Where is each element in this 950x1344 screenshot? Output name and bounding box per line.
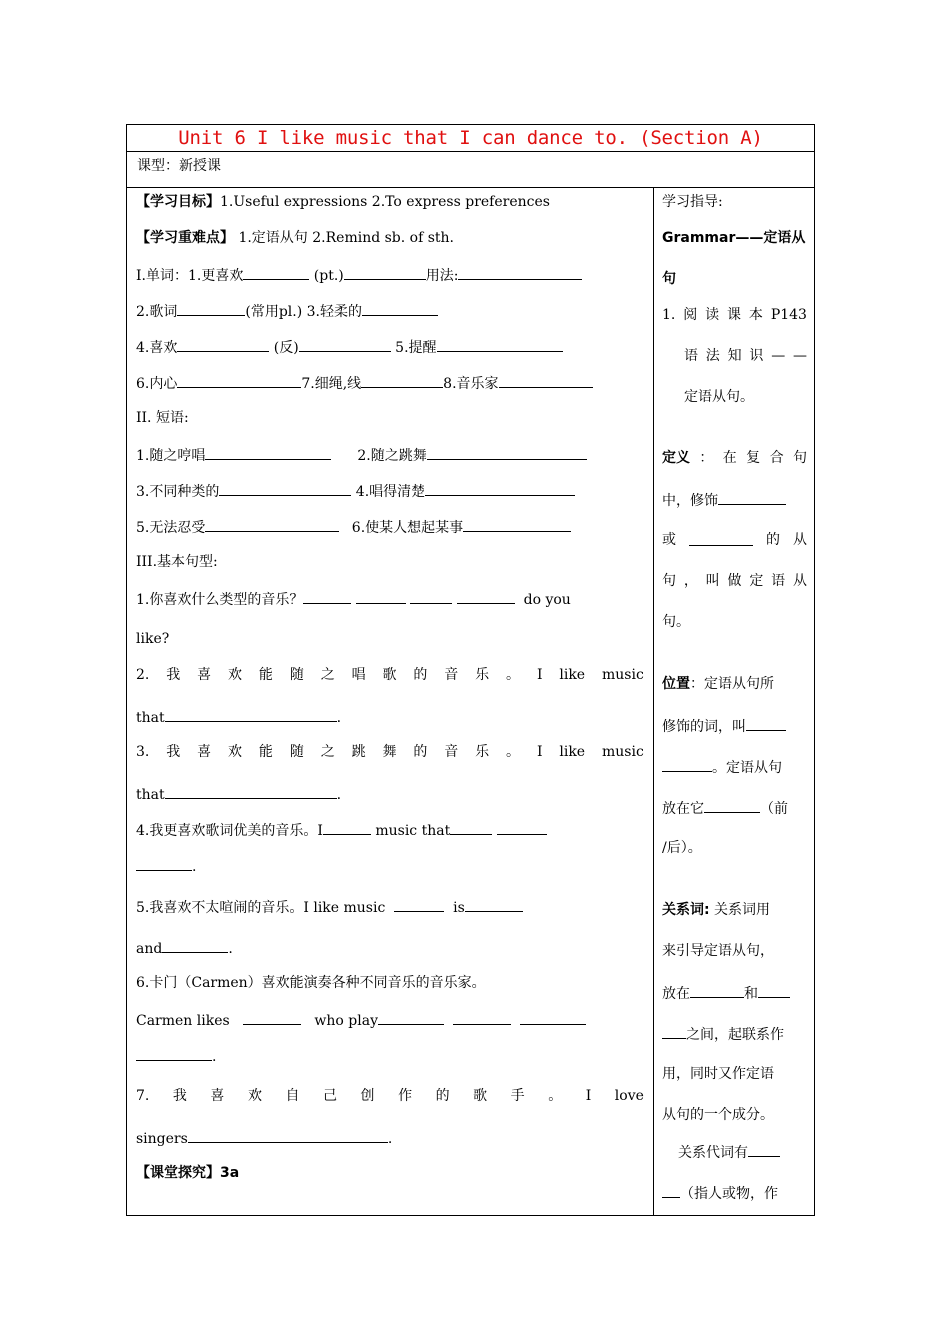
guide-item-1 xyxy=(662,305,807,325)
relative-line-1 xyxy=(662,900,770,920)
word: 句 xyxy=(662,573,676,589)
phrase: 4.唱得清楚 xyxy=(351,484,426,500)
blank[interactable] xyxy=(205,444,331,460)
relative-line-5: 用，同时又作定语 xyxy=(662,1066,774,1082)
word: 的 xyxy=(413,667,428,683)
word: 欢 xyxy=(228,744,243,760)
sentence-4 xyxy=(136,819,547,841)
blank[interactable] xyxy=(243,1009,301,1025)
position-line-4 xyxy=(662,797,788,819)
word: 从 xyxy=(792,573,807,589)
word: 欢 xyxy=(247,1088,262,1104)
sentence-text: music that xyxy=(370,823,451,839)
sentence-text: singers xyxy=(136,1131,188,1147)
blank[interactable] xyxy=(162,937,228,953)
word: I xyxy=(536,744,543,760)
word: 叫 xyxy=(705,573,720,589)
blank[interactable] xyxy=(362,300,438,316)
position-line-5: /后）。 xyxy=(662,840,702,856)
word: 手 xyxy=(510,1088,525,1104)
blank[interactable] xyxy=(188,1127,388,1143)
blank[interactable] xyxy=(453,1009,511,1025)
objectives-label: 【学习目标】 xyxy=(136,194,220,210)
word: 2. xyxy=(136,667,150,683)
relative-label: 关系词: xyxy=(662,902,710,918)
lesson-type-row xyxy=(127,151,814,188)
sentence-text: 5.我喜欢不太喧闹的音乐。I like music xyxy=(136,900,386,916)
definition-label: 定义 xyxy=(662,450,690,466)
blank[interactable] xyxy=(177,336,269,352)
word: 句 xyxy=(792,450,807,466)
word: 关系词用 xyxy=(709,902,771,918)
word: 3. xyxy=(136,744,150,760)
word: I xyxy=(585,1088,592,1104)
title-row xyxy=(127,125,814,152)
definition-line-2 xyxy=(662,489,786,511)
sentence-text: 4.我更喜欢歌词优美的音乐。I xyxy=(136,823,323,839)
word: 歌 xyxy=(473,1088,488,1104)
explore-text: 3a xyxy=(220,1165,240,1181)
sentence-2 xyxy=(136,665,644,685)
vocab-word: (常用pl.) 3.轻柔的 xyxy=(245,304,362,320)
blank[interactable] xyxy=(177,300,245,316)
vocab-word: 5.提醒 xyxy=(390,340,437,356)
blank[interactable] xyxy=(437,336,563,352)
word: 喜 xyxy=(197,667,212,683)
blank[interactable] xyxy=(361,372,443,388)
word: 能 xyxy=(258,667,273,683)
word: 音 xyxy=(444,744,459,760)
page-title: Unit 6 I like music that I can dance to. (Section A) xyxy=(178,127,763,149)
position-line-3 xyxy=(662,756,782,778)
word: 歌 xyxy=(382,667,397,683)
word: — xyxy=(771,348,786,364)
sentence-text: is xyxy=(453,900,465,916)
sentence-text: and xyxy=(136,941,163,957)
vocab-line-3 xyxy=(136,336,563,358)
guide-grammar: Grammar——定语从 xyxy=(662,230,806,246)
relative-line-6: 从句的一个成分。 xyxy=(662,1107,774,1123)
definition-line-5: 句。 xyxy=(662,614,690,630)
definition-line-4 xyxy=(662,571,807,591)
phrases-line-1 xyxy=(136,444,587,466)
phrases-line-3 xyxy=(136,516,571,538)
blank[interactable] xyxy=(520,1009,586,1025)
blank[interactable] xyxy=(427,444,587,460)
word: 关系代词有 xyxy=(678,1145,748,1161)
word: 随 xyxy=(289,667,304,683)
word: 。 xyxy=(506,744,521,760)
word: （前 xyxy=(760,801,788,817)
word: 做 xyxy=(727,573,742,589)
blank[interactable] xyxy=(299,336,391,352)
guide-item-1-end: 定语从句。 xyxy=(684,389,754,405)
position-line-2 xyxy=(662,715,786,737)
blank[interactable] xyxy=(465,896,523,912)
objectives-text: 1.Useful expressions 2.To express preferences xyxy=(220,194,550,210)
definition-line-1 xyxy=(662,448,807,468)
word: （指人或物，作 xyxy=(680,1186,778,1202)
word: 在 xyxy=(722,450,737,466)
blank[interactable] xyxy=(662,756,712,772)
vocab-word: 2.歌词 xyxy=(136,304,178,320)
blank[interactable] xyxy=(748,1141,780,1157)
sentence-text: who play xyxy=(314,1013,378,1029)
relative-line-7 xyxy=(678,1141,780,1163)
blank[interactable] xyxy=(499,372,593,388)
blank[interactable] xyxy=(323,819,371,835)
word: 放在 xyxy=(662,986,690,1002)
blank[interactable] xyxy=(303,588,351,604)
blank[interactable] xyxy=(136,1045,212,1061)
position-label: 位置 xyxy=(662,676,690,692)
blank[interactable] xyxy=(177,372,301,388)
sentence-6-cont xyxy=(136,1009,586,1031)
word: 合 xyxy=(769,450,784,466)
word: music xyxy=(601,744,644,760)
word: 之 xyxy=(320,744,335,760)
word: 创 xyxy=(360,1088,375,1104)
word: 的 xyxy=(413,744,428,760)
sentence-2-cont: that . xyxy=(136,706,341,728)
word: P143 xyxy=(770,307,807,323)
word: 欢 xyxy=(228,667,243,683)
vocab-line-2 xyxy=(136,300,438,322)
word: like xyxy=(559,744,586,760)
sentences-heading: III.基本句型: xyxy=(136,554,218,570)
word: 自 xyxy=(285,1088,300,1104)
blank[interactable] xyxy=(425,480,575,496)
study-guide-cell xyxy=(654,188,814,1215)
vocab-word: 8.音乐家 xyxy=(443,376,499,392)
blank[interactable] xyxy=(394,896,444,912)
sentence-text: that xyxy=(136,787,165,803)
word: 乐 xyxy=(475,667,490,683)
sentence-6-cont-2: . xyxy=(136,1045,216,1067)
guide-title: 学习指导: xyxy=(662,194,723,210)
word: 唱 xyxy=(351,667,366,683)
word: 定 xyxy=(749,573,764,589)
word: 的 xyxy=(435,1088,450,1104)
word: ： xyxy=(699,450,714,466)
key-points-text: 1.定语从句 2.Remind sb. of sth. xyxy=(234,230,455,246)
word: 语 xyxy=(771,573,786,589)
word: 读 xyxy=(705,307,720,323)
vocab-line-4 xyxy=(136,372,593,394)
lesson-type: 课型：新授课 xyxy=(137,158,221,174)
blank[interactable] xyxy=(165,783,337,799)
blank[interactable] xyxy=(378,1009,444,1025)
sentence-3 xyxy=(136,742,644,762)
word: 。 xyxy=(506,667,521,683)
word: 我 xyxy=(166,667,181,683)
relative-line-3 xyxy=(662,982,790,1004)
vocab-word: 6.内心 xyxy=(136,376,178,392)
word: 能 xyxy=(258,744,273,760)
relative-line-2: 来引导定语从句， xyxy=(662,943,774,959)
vocab-word: (反) xyxy=(269,340,299,356)
word: 喜 xyxy=(210,1088,225,1104)
word: 己 xyxy=(323,1088,338,1104)
word: 之间，起联系作 xyxy=(686,1027,784,1043)
word: 中，修饰 xyxy=(662,493,718,509)
phrase: 5.无法忍受 xyxy=(136,520,206,536)
blank[interactable] xyxy=(689,530,753,546)
blank[interactable] xyxy=(758,982,790,998)
phrases-line-2 xyxy=(136,480,575,502)
sentence-6: 6.卡门（Carmen）喜欢能演奏各种不同音乐的音乐家。 xyxy=(136,975,486,991)
explore-line xyxy=(136,1163,239,1183)
blank[interactable] xyxy=(463,516,571,532)
word: music xyxy=(601,667,644,683)
word: 作 xyxy=(398,1088,413,1104)
sentence-1 xyxy=(136,588,571,610)
blank[interactable] xyxy=(344,264,426,280)
guide-grammar-cont: 句 xyxy=(662,271,676,287)
word: 7. xyxy=(136,1088,150,1104)
word: 舞 xyxy=(382,744,397,760)
sentence-text: that xyxy=(136,710,165,726)
blank[interactable] xyxy=(136,855,192,871)
word: 1. xyxy=(662,307,676,323)
word: ：定语从句所 xyxy=(690,676,774,692)
word: 之 xyxy=(320,667,335,683)
relative-line-8 xyxy=(662,1182,778,1204)
vocab-word: 1.更喜欢 xyxy=(187,268,244,284)
blank[interactable] xyxy=(219,480,351,496)
sentence-5-cont: and . xyxy=(136,937,233,959)
word: 课 xyxy=(727,307,742,323)
blank[interactable] xyxy=(205,516,339,532)
word: 本 xyxy=(748,307,763,323)
word: 识 xyxy=(749,348,764,364)
word: 放在它 xyxy=(662,801,704,817)
explore-label: 【课堂探究】 xyxy=(136,1165,220,1181)
main-content-cell xyxy=(127,188,654,1215)
word: love xyxy=(614,1088,644,1104)
sentence-5 xyxy=(136,896,523,918)
blank[interactable] xyxy=(410,588,452,604)
phrases-heading: II. 短语: xyxy=(136,410,189,426)
relative-line-4 xyxy=(662,1023,784,1045)
word: 音 xyxy=(444,667,459,683)
worksheet-table xyxy=(126,124,815,1216)
word: 知 xyxy=(727,348,742,364)
word: 和 xyxy=(744,986,758,1002)
blank[interactable] xyxy=(450,819,492,835)
position-line-1 xyxy=(662,674,774,694)
objectives-line xyxy=(136,192,550,212)
sentence-7-cont: singers . xyxy=(136,1127,392,1149)
blank[interactable] xyxy=(356,588,406,604)
blank[interactable] xyxy=(497,819,547,835)
sentence-7 xyxy=(136,1086,644,1106)
key-points-line xyxy=(136,228,454,248)
blank[interactable] xyxy=(746,715,786,731)
blank[interactable] xyxy=(457,588,515,604)
word: 的 xyxy=(766,532,780,548)
word: I xyxy=(536,667,543,683)
key-points-label: 【学习重难点】 xyxy=(136,230,234,246)
sentence-3-cont: that . xyxy=(136,783,341,805)
vocab-heading: I.单词： xyxy=(136,268,188,284)
vocab-word: 4.喜欢 xyxy=(136,340,178,356)
sentence-1-cont: like? xyxy=(136,631,170,647)
word: 修饰的词，叫 xyxy=(662,719,746,735)
vocab-line-1 xyxy=(136,264,582,286)
word: 或 xyxy=(662,532,676,548)
blank[interactable] xyxy=(704,797,760,813)
word: 语 xyxy=(684,348,698,364)
word: 跳 xyxy=(351,744,366,760)
blank[interactable] xyxy=(243,264,309,280)
word: like xyxy=(559,667,586,683)
vocab-word: (pt.) xyxy=(309,268,344,284)
sentence-text: do you xyxy=(523,592,571,608)
blank[interactable] xyxy=(662,1023,686,1039)
word: 。 xyxy=(548,1088,563,1104)
phrase: 6.使某人想起某事 xyxy=(347,520,464,536)
blank[interactable] xyxy=(662,1182,680,1198)
vocab-word: 7.细绳,线 xyxy=(301,376,362,392)
word: 复 xyxy=(746,450,761,466)
phrase: 2.随之跳舞 xyxy=(357,448,427,464)
sentence-text: 1.你喜欢什么类型的音乐？ xyxy=(136,592,304,608)
word: 从 xyxy=(793,532,807,548)
word: 乐 xyxy=(475,744,490,760)
word: 我 xyxy=(166,744,181,760)
word: 。定语从句 xyxy=(712,760,782,776)
word: 随 xyxy=(289,744,304,760)
guide-item-1-cont xyxy=(684,346,807,366)
word: 我 xyxy=(172,1088,187,1104)
word: 法 xyxy=(705,348,720,364)
blank[interactable] xyxy=(458,264,582,280)
word: ， xyxy=(683,573,698,589)
sentence-4-cont: . xyxy=(136,855,196,877)
vocab-word: 用法: xyxy=(425,268,459,284)
word: 阅 xyxy=(683,307,698,323)
blank[interactable] xyxy=(165,706,337,722)
sentence-text: Carmen likes xyxy=(136,1013,230,1029)
blank[interactable] xyxy=(718,489,786,505)
blank[interactable] xyxy=(690,982,744,998)
phrase: 3.不同种类的 xyxy=(136,484,220,500)
definition-line-3 xyxy=(662,530,807,550)
word: — xyxy=(792,348,807,364)
word: 喜 xyxy=(197,744,212,760)
phrase: 1.随之哼唱 xyxy=(136,448,206,464)
